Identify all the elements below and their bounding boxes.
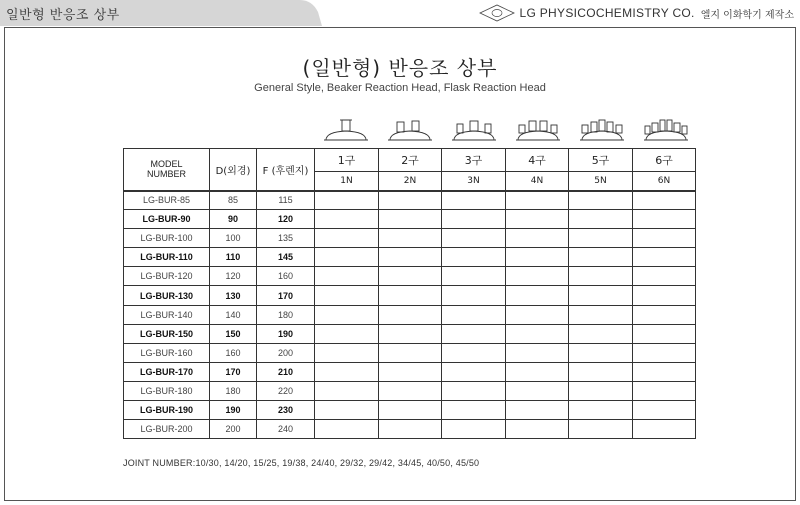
company-logo-icon (478, 4, 516, 22)
port-cell (442, 248, 506, 267)
port-cell (633, 305, 696, 324)
table-row (124, 324, 696, 343)
port-cell (633, 343, 696, 362)
tab-label: 일반형 반응조 상부 (6, 8, 120, 23)
port-cell (442, 381, 506, 400)
model-cell: LG-BUR-130 (124, 286, 210, 305)
head-5-port-icon (578, 114, 626, 144)
table-row (124, 267, 696, 286)
f-cell: 115 (257, 191, 315, 210)
brand (478, 5, 794, 21)
table-row (124, 401, 696, 420)
table-row (124, 305, 696, 324)
f-cell: 200 (257, 343, 315, 362)
port-cell (633, 420, 696, 439)
port-subheader-3: 3N (442, 172, 506, 191)
port-cell (315, 381, 379, 400)
flange-header: F (후렌지) (257, 149, 315, 191)
port-cell (442, 267, 506, 286)
port-cell (506, 286, 569, 305)
port-cell (315, 191, 379, 210)
d-cell: 100 (210, 229, 257, 248)
port-cell (506, 229, 569, 248)
table-row (124, 343, 696, 362)
port-cell (506, 248, 569, 267)
port-cell (633, 362, 696, 381)
port-cell (506, 324, 569, 343)
port-cell (379, 381, 442, 400)
port-header-6: 6구 (633, 149, 696, 172)
d-cell: 190 (210, 401, 257, 420)
port-cell (315, 343, 379, 362)
head-3-port-icon (450, 114, 498, 144)
port-header-3: 3구 (442, 149, 506, 172)
port-cell (315, 267, 379, 286)
port-cell (633, 286, 696, 305)
port-cell (442, 401, 506, 420)
port-cell (633, 381, 696, 400)
port-cell (633, 229, 696, 248)
port-cell (442, 362, 506, 381)
model-cell: LG-BUR-170 (124, 362, 210, 381)
port-cell (379, 420, 442, 439)
port-cell (569, 362, 633, 381)
port-cell (569, 210, 633, 229)
outer-diameter-header: D(외경) (210, 149, 257, 191)
port-cell (506, 305, 569, 324)
table-row (124, 420, 696, 439)
table-row (124, 210, 696, 229)
model-header-line2: NUMBER (146, 169, 186, 180)
head-1-port-icon (322, 114, 370, 144)
brand-name: LG PHYSICOCHEMISTRY CO. (519, 6, 695, 20)
port-cell (569, 420, 633, 439)
f-cell: 240 (257, 420, 315, 439)
f-cell: 230 (257, 401, 315, 420)
port-cell (379, 324, 442, 343)
model-cell: LG-BUR-160 (124, 343, 210, 362)
port-cell (379, 191, 442, 210)
table-row (124, 191, 696, 210)
model-cell: LG-BUR-200 (124, 420, 210, 439)
d-cell: 160 (210, 343, 257, 362)
port-cell (442, 420, 506, 439)
port-cell (379, 267, 442, 286)
port-cell (315, 248, 379, 267)
brand-korean: 엘지 이화학기 제작소 (700, 9, 794, 21)
d-cell: 90 (210, 210, 257, 229)
model-cell: LG-BUR-150 (124, 324, 210, 343)
port-cell (506, 381, 569, 400)
d-cell: 180 (210, 381, 257, 400)
port-cell (506, 420, 569, 439)
port-cell (569, 305, 633, 324)
reaction-head-drawings (314, 114, 695, 144)
d-cell: 150 (210, 324, 257, 343)
port-header-2: 2구 (379, 149, 442, 172)
port-cell (569, 267, 633, 286)
f-cell: 210 (257, 362, 315, 381)
d-cell: 130 (210, 286, 257, 305)
model-header-line1: MODEL (150, 159, 183, 170)
port-cell (442, 210, 506, 229)
model-cell: LG-BUR-85 (124, 191, 210, 210)
model-cell: LG-BUR-110 (124, 248, 210, 267)
port-cell (379, 343, 442, 362)
port-cell (379, 401, 442, 420)
port-subheader-6: 6N (633, 172, 696, 191)
port-cell (569, 229, 633, 248)
d-cell: 200 (210, 420, 257, 439)
port-cell (569, 343, 633, 362)
port-cell (569, 324, 633, 343)
f-cell: 220 (257, 381, 315, 400)
port-subheader-4: 4N (506, 172, 569, 191)
model-cell: LG-BUR-120 (124, 267, 210, 286)
port-cell (315, 324, 379, 343)
d-cell: 85 (210, 191, 257, 210)
port-cell (569, 401, 633, 420)
port-cell (315, 401, 379, 420)
port-cell (442, 191, 506, 210)
table-row (124, 229, 696, 248)
port-cell (569, 248, 633, 267)
port-cell (315, 305, 379, 324)
port-cell (315, 210, 379, 229)
model-number-header (124, 149, 210, 191)
f-cell: 170 (257, 286, 315, 305)
port-cell (442, 324, 506, 343)
d-cell: 170 (210, 362, 257, 381)
port-cell (569, 286, 633, 305)
port-header-5: 5구 (569, 149, 633, 172)
port-cell (633, 248, 696, 267)
head-6-port-icon (642, 114, 690, 144)
f-cell: 145 (257, 248, 315, 267)
port-cell (569, 381, 633, 400)
model-cell: LG-BUR-180 (124, 381, 210, 400)
table-row (124, 286, 696, 305)
port-cell (442, 229, 506, 248)
d-cell: 140 (210, 305, 257, 324)
page-title: (일반형) 반응조 상부 (302, 56, 498, 80)
port-cell (315, 286, 379, 305)
port-cell (379, 362, 442, 381)
port-cell (379, 286, 442, 305)
port-cell (506, 191, 569, 210)
port-cell (379, 305, 442, 324)
port-cell (379, 229, 442, 248)
model-cell: LG-BUR-190 (124, 401, 210, 420)
port-cell (442, 343, 506, 362)
page-tab (0, 0, 320, 24)
f-cell: 190 (257, 324, 315, 343)
head-2-port-icon (386, 114, 434, 144)
port-header-4: 4구 (506, 149, 569, 172)
table-row (124, 362, 696, 381)
port-cell (442, 286, 506, 305)
model-cell: LG-BUR-140 (124, 305, 210, 324)
port-subheader-1: 1N (315, 172, 379, 191)
port-cell (315, 229, 379, 248)
port-subheader-5: 5N (569, 172, 633, 191)
f-cell: 135 (257, 229, 315, 248)
model-cell: LG-BUR-100 (124, 229, 210, 248)
port-cell (633, 210, 696, 229)
port-cell (315, 362, 379, 381)
port-cell (633, 401, 696, 420)
d-cell: 120 (210, 267, 257, 286)
page-subtitle: General Style, Beaker Reaction Head, Flask Reaction Head (254, 82, 546, 94)
port-cell (315, 420, 379, 439)
port-header-1: 1구 (315, 149, 379, 172)
port-cell (633, 191, 696, 210)
table-row (124, 381, 696, 400)
f-cell: 160 (257, 267, 315, 286)
d-cell: 110 (210, 248, 257, 267)
port-cell (379, 210, 442, 229)
port-cell (506, 210, 569, 229)
spec-table (123, 148, 696, 439)
joint-number-note: JOINT NUMBER:10/30, 14/20, 15/25, 19/38, 24/40, 29/32, 29/42, 34/45, 40/50, 45/50 (123, 458, 480, 468)
model-cell: LG-BUR-90 (124, 210, 210, 229)
f-cell: 180 (257, 305, 315, 324)
port-cell (442, 305, 506, 324)
port-cell (569, 191, 633, 210)
port-cell (506, 267, 569, 286)
table-row (124, 248, 696, 267)
head-4-port-icon (514, 114, 562, 144)
port-subheader-2: 2N (379, 172, 442, 191)
port-cell (633, 324, 696, 343)
port-cell (633, 267, 696, 286)
port-cell (506, 401, 569, 420)
port-cell (379, 248, 442, 267)
port-cell (506, 343, 569, 362)
f-cell: 120 (257, 210, 315, 229)
port-cell (506, 362, 569, 381)
